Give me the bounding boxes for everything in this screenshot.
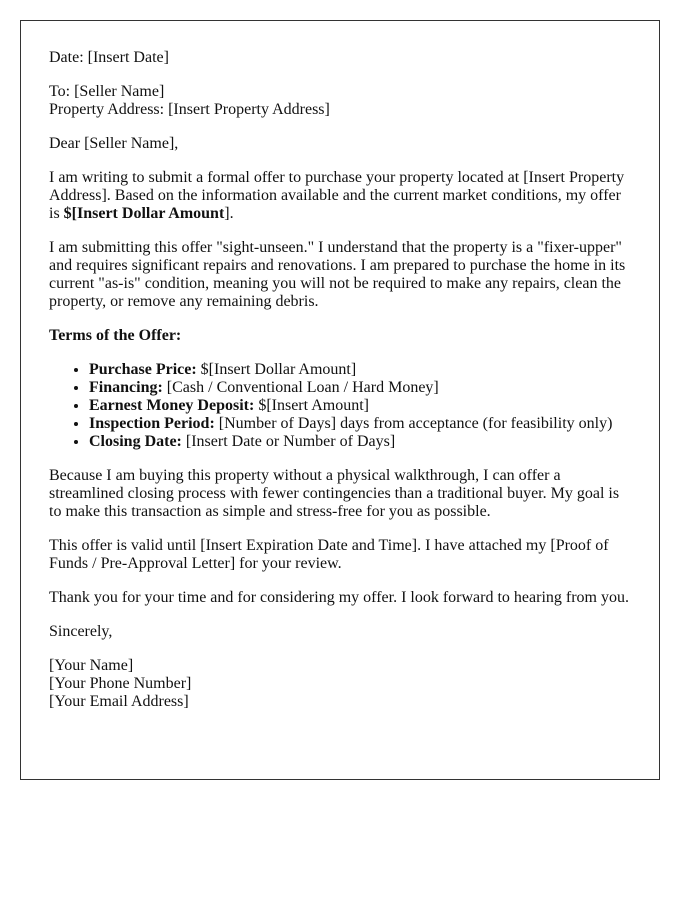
term-inspection-period	[89, 415, 631, 433]
term-value: [Insert Date or Number of Days]	[181, 433, 396, 450]
terms-list	[49, 361, 631, 451]
terms-heading	[49, 327, 631, 345]
term-value: [Cash / Conventional Loan / Hard Money]	[162, 379, 439, 396]
term-earnest-money	[89, 397, 631, 415]
offer-amount: $[Insert Dollar Amount	[63, 205, 225, 222]
term-value: $[Insert Amount]	[254, 397, 369, 414]
term-label: Purchase Price:	[89, 361, 197, 378]
offer-paragraph-end: ].	[224, 205, 234, 222]
sight-unseen-paragraph: I am submitting this offer "sight-unseen." I understand that the property is a "fixer-upper" and requires significant repairs and renovations. I am prepared to purchase the home in its current "as-is" condition, meaning you will not be required to make any repairs, clean the property, or remove any remaining debris.	[49, 239, 626, 310]
offer-paragraph	[49, 169, 631, 223]
property-address-line: Property Address: [Insert Property Address]	[49, 101, 330, 118]
term-label: Financing:	[89, 379, 163, 396]
terms-heading-text: Terms of the Offer:	[49, 327, 182, 344]
term-closing-date	[89, 433, 631, 451]
term-financing	[89, 379, 631, 397]
signature-name: [Your Name]	[49, 657, 134, 674]
term-value: $[Insert Dollar Amount]	[196, 361, 357, 378]
term-label: Inspection Period:	[89, 415, 215, 432]
signature-block	[49, 657, 631, 711]
term-label: Earnest Money Deposit:	[89, 397, 255, 414]
term-label: Closing Date:	[89, 433, 182, 450]
validity-paragraph: This offer is valid until [Insert Expiration Date and Time]. I have attached my [Proof of Funds / Pre-Approval Letter] for your review.	[49, 537, 609, 572]
term-value: [Number of Days] days from acceptance (for feasibility only)	[214, 415, 613, 432]
closing: Sincerely,	[49, 623, 113, 640]
date-line: Date: [Insert Date]	[49, 49, 169, 66]
thanks-paragraph: Thank you for your time and for considering my offer. I look forward to hearing from you.	[49, 589, 629, 606]
to-line: To: [Seller Name]	[49, 83, 165, 100]
letter-page	[20, 20, 660, 780]
term-purchase-price	[89, 361, 631, 379]
recipient-block	[49, 83, 631, 119]
offer-paragraph-text: I am writing to submit a formal offer to purchase your property located at [Insert Property Address]. Based on the information available and the current market conditions, my offer is	[49, 169, 625, 222]
signature-email: [Your Email Address]	[49, 693, 189, 710]
salutation: Dear [Seller Name],	[49, 135, 179, 152]
walkthrough-paragraph: Because I am buying this property without a physical walkthrough, I can offer a streamlined closing process with fewer contingencies than a traditional buyer. My goal is to make this transaction as simple and stress-free for you as possible.	[49, 467, 620, 520]
signature-phone: [Your Phone Number]	[49, 675, 192, 692]
